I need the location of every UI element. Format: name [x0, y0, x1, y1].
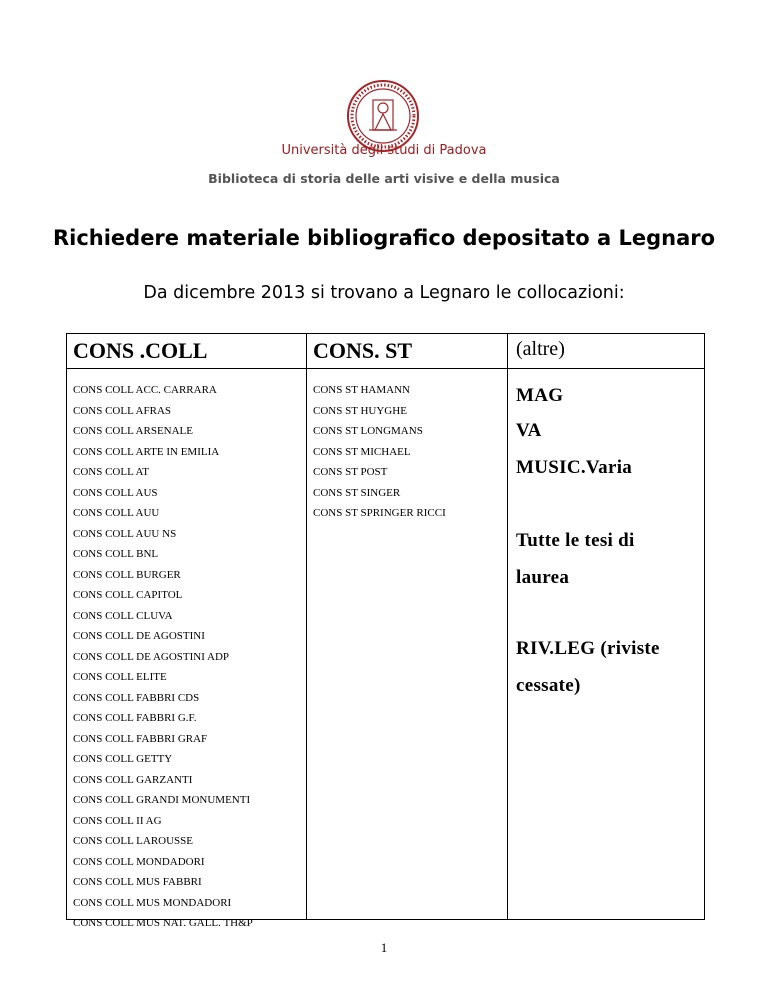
list-item: CONS COLL ARSENALE: [73, 425, 193, 437]
list-item: CONS COLL ELITE: [73, 671, 167, 683]
header-cons-st: CONS. ST: [313, 338, 413, 363]
list-item: CONS COLL AT: [73, 466, 149, 478]
cons-st-list: [313, 380, 446, 524]
list-item: CONS COLL II AG: [73, 814, 162, 827]
list-item: CONS COLL GRANDI MONUMENTI: [73, 794, 251, 806]
list-item: CONS COLL MONDADORI: [73, 855, 205, 868]
page-number: 1: [380, 940, 388, 955]
other-tesi-line1: Tutte le tesi di: [516, 530, 635, 551]
list-item: CONS COLL FABBRI CDS: [73, 691, 200, 704]
list-item: CONS COLL ACC. CARRARA: [73, 384, 217, 396]
list-item: CONS COLL MUS MONDADORI: [73, 896, 232, 909]
page-subtitle: Da dicembre 2013 si trovano a Legnaro le collocazioni:: [143, 283, 625, 303]
list-item: CONS ST HAMANN: [313, 384, 410, 396]
list-item: CONS ST MICHAEL: [313, 445, 411, 458]
other-mag: MAG: [516, 385, 564, 406]
list-item: CONS ST SINGER: [313, 486, 401, 499]
column-divider: [507, 334, 508, 919]
list-item: CONS COLL FABBRI GRAF: [73, 732, 208, 745]
page-title: Richiedere materiale bibliografico depositato a Legnaro: [52, 226, 716, 250]
list-item: CONS ST POST: [313, 466, 388, 478]
list-item: CONS COLL CAPITOL: [73, 589, 183, 601]
list-item: CONS COLL GARZANTI: [73, 773, 193, 786]
list-item: CONS COLL AUU: [73, 507, 160, 519]
list-item: CONS COLL MUS NAT. GALL. TH&P: [73, 917, 253, 929]
list-item: CONS COLL DE AGOSTINI ADP: [73, 650, 230, 663]
list-item: CONS COLL AUS: [73, 486, 158, 499]
list-item: CONS COLL FABBRI G.F.: [73, 712, 197, 724]
other-riv-line2: cessate): [516, 675, 581, 696]
other-riv-line1: RIV.LEG (riviste: [516, 638, 660, 659]
list-item: CONS COLL DE AGOSTINI: [73, 630, 205, 642]
header-altre: (altre): [516, 338, 565, 360]
list-item: CONS COLL AUU NS: [73, 527, 177, 540]
list-item: CONS ST HUYGHE: [313, 404, 407, 417]
list-item: CONS COLL ARTE IN EMILIA: [73, 445, 220, 458]
university-name: Università degli studi di Padova: [281, 143, 487, 158]
list-item: CONS COLL BURGER: [73, 568, 181, 581]
list-item: CONS COLL AFRAS: [73, 404, 172, 417]
cons-coll-list: [73, 380, 253, 934]
header-divider: [67, 368, 704, 369]
collocations-table: [66, 333, 705, 929]
other-music-varia: MUSIC.Varia: [516, 457, 633, 478]
library-name: Biblioteca di storia delle arti visive e della musica: [208, 171, 560, 186]
other-va: VA: [516, 420, 542, 441]
list-item: CONS ST LONGMANS: [313, 425, 423, 437]
other-tesi-line2: laurea: [516, 567, 570, 588]
column-divider: [306, 334, 307, 919]
list-item: CONS COLL MUS FABBRI: [73, 876, 202, 888]
list-item: CONS COLL CLUVA: [73, 609, 173, 622]
list-item: CONS COLL LAROUSSE: [73, 835, 193, 847]
list-item: CONS COLL BNL: [73, 548, 159, 560]
header-cons-coll: CONS .COLL: [73, 338, 208, 363]
list-item: CONS COLL GETTY: [73, 753, 173, 765]
list-item: CONS ST SPRINGER RICCI: [313, 507, 446, 519]
